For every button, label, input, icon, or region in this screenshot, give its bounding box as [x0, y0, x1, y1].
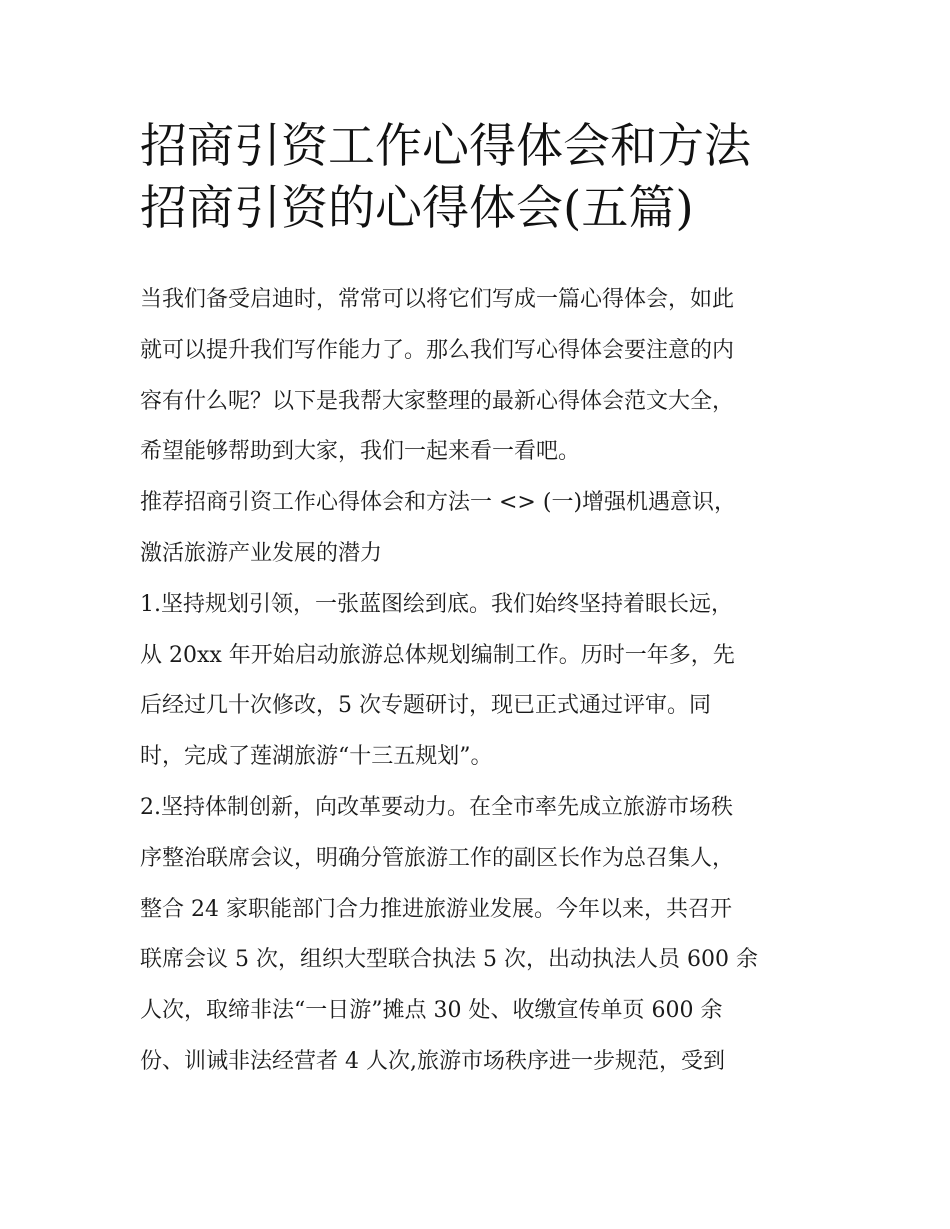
- text-line: 1.坚持规划引领，一张蓝图绘到底。我们始终坚持着眼长远，: [140, 591, 733, 617]
- text-line: 后经过几十次修改，5 次专题研讨，现已正式通过评审。同: [140, 693, 711, 719]
- text-line: 容有什么呢？以下是我帮大家整理的最新心得体会范文大全，: [140, 388, 735, 414]
- text-line: 推荐招商引资工作心得体会和方法一 <> (一)增强机遇意识，: [140, 490, 737, 516]
- title-line-2: 招商引资的心得体会(五篇): [140, 181, 694, 236]
- text-line: 激活旅游产业发展的潜力: [140, 540, 383, 566]
- text-line: 份、训诫非法经营者 4 人次,旅游市场秩序进一步规范，受到: [140, 1048, 725, 1074]
- text-line: 就可以提升我们写作能力了。那么我们写心得体会要注意的内: [140, 337, 735, 363]
- text-line: 从 20xx 年开始启动旅游总体规划编制工作。历时一年多，先: [140, 642, 735, 668]
- text-line: 2.坚持体制创新，向改革要动力。在全市率先成立旅游市场秩: [140, 794, 733, 820]
- text-line: 人次，取缔非法“一日游”摊点 30 处、收缴宣传单页 600 余: [140, 998, 723, 1024]
- text-line: 整合 24 家职能部门合力推进旅游业发展。今年以来，共召开: [140, 896, 732, 922]
- document-body: [140, 278, 830, 1091]
- text-line: 联席会议 5 次，组织大型联合执法 5 次，出动执法人员 600 余: [140, 947, 758, 973]
- text-line: 希望能够帮助到大家，我们一起来看一看吧。: [140, 439, 581, 465]
- text-line: 当我们备受启迪时，常常可以将它们写成一篇心得体会，如此: [140, 287, 735, 312]
- title-line-1: 招商引资工作心得体会和方法: [140, 119, 751, 174]
- document-title: [140, 116, 840, 240]
- text-line: 序整治联席会议，明确分管旅游工作的副区长作为总召集人，: [140, 845, 735, 871]
- text-line: 时，完成了莲湖旅游“十三五规划”。: [140, 744, 493, 770]
